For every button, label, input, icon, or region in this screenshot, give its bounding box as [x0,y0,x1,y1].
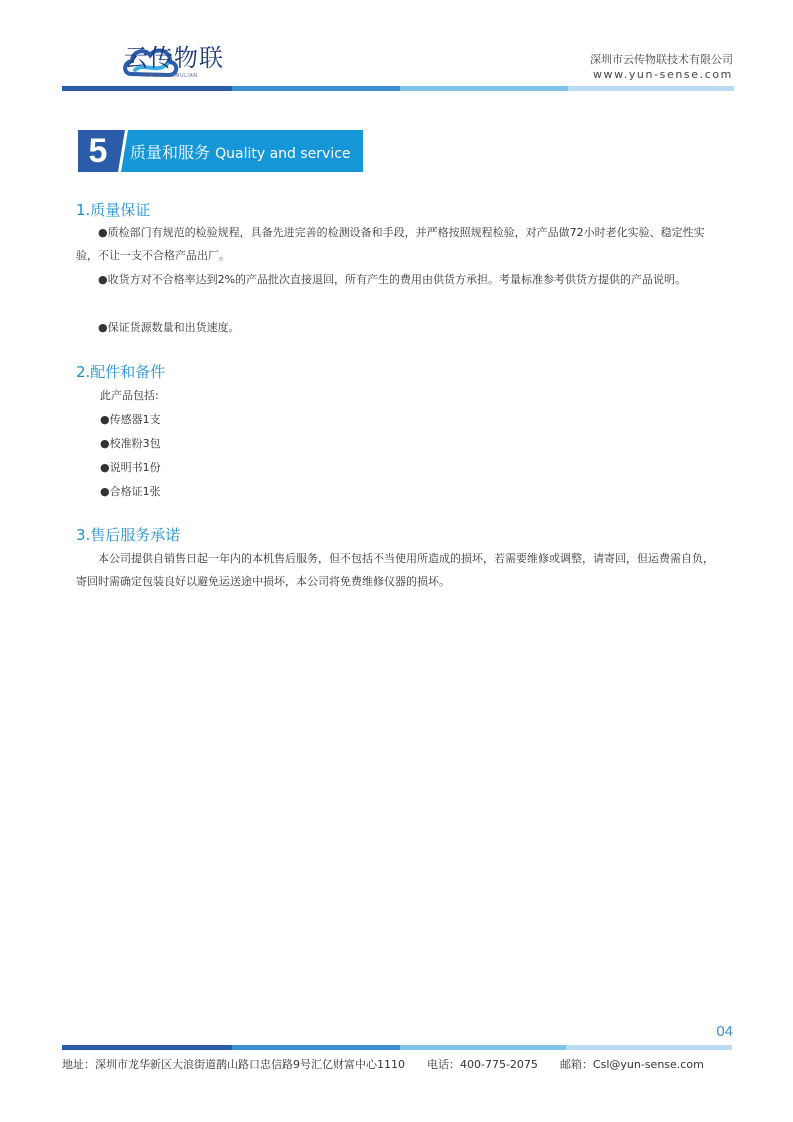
company-info [590,52,733,82]
footer-contact [62,1056,732,1072]
list-item: ●传感器1支 [100,413,161,426]
accessories-intro: 此产品包括: [100,389,159,402]
quality-paragraph: ●保证货源数量和出货速度。 [98,321,240,334]
list-item: ●校准粉3包 [100,437,161,450]
section-title-en: Quality and service [215,146,351,162]
company-name: 深圳市云传物联技术有限公司 [590,53,733,66]
footer-phone: 电话：400-775-2075 [427,1058,538,1071]
footer-address: 地址：深圳市龙华新区大浪街道鹊山路口忠信路9号汇亿财富中心1110 [62,1058,405,1071]
section-title-cn: 质量和服务 [130,143,211,162]
section-title [130,130,351,172]
quality-heading: 1.质量保证 [76,201,151,219]
logo-name: 云传物联 [124,44,224,72]
aftersales-heading: 3.售后服务承诺 [76,526,181,544]
list-item: ●说明书1份 [100,461,161,474]
page-number: 04 [716,1023,733,1040]
header-divider [62,86,734,91]
section-number: 5 [88,132,108,170]
aftersales-paragraph: 本公司提供自销售日起一年内的本机售后服务，但不包括不当使用所造成的损坏，若需要维修或调整，请寄回，但运费需自负，寄回时需确定包装良好以避免运送途中损坏，本公司将免费维修仪器的损坏。 [76,552,714,588]
quality-paragraph: ●收货方对不合格率达到2%的产品批次直接退回，所有产生的费用由供货方承担。考量标准参考供货方提供的产品说明。 [98,273,687,286]
footer-divider [62,1045,732,1050]
quality-paragraph: ●质检部门有规范的检验规程，具备先进完善的检测设备和手段，并严格按照规程检验，对产品做72小时老化实验、稳定性实验，不让一支不合格产品出厂。 [76,226,705,262]
accessories-heading: 2.配件和备件 [76,363,166,381]
footer-email: 邮箱：Csl@yun-sense.com [559,1058,704,1071]
list-item: ●合格证1张 [100,485,161,498]
company-website: www.yun-sense.com [592,68,733,81]
logo-subtitle: YUNCHUANWULIAN [142,73,198,79]
